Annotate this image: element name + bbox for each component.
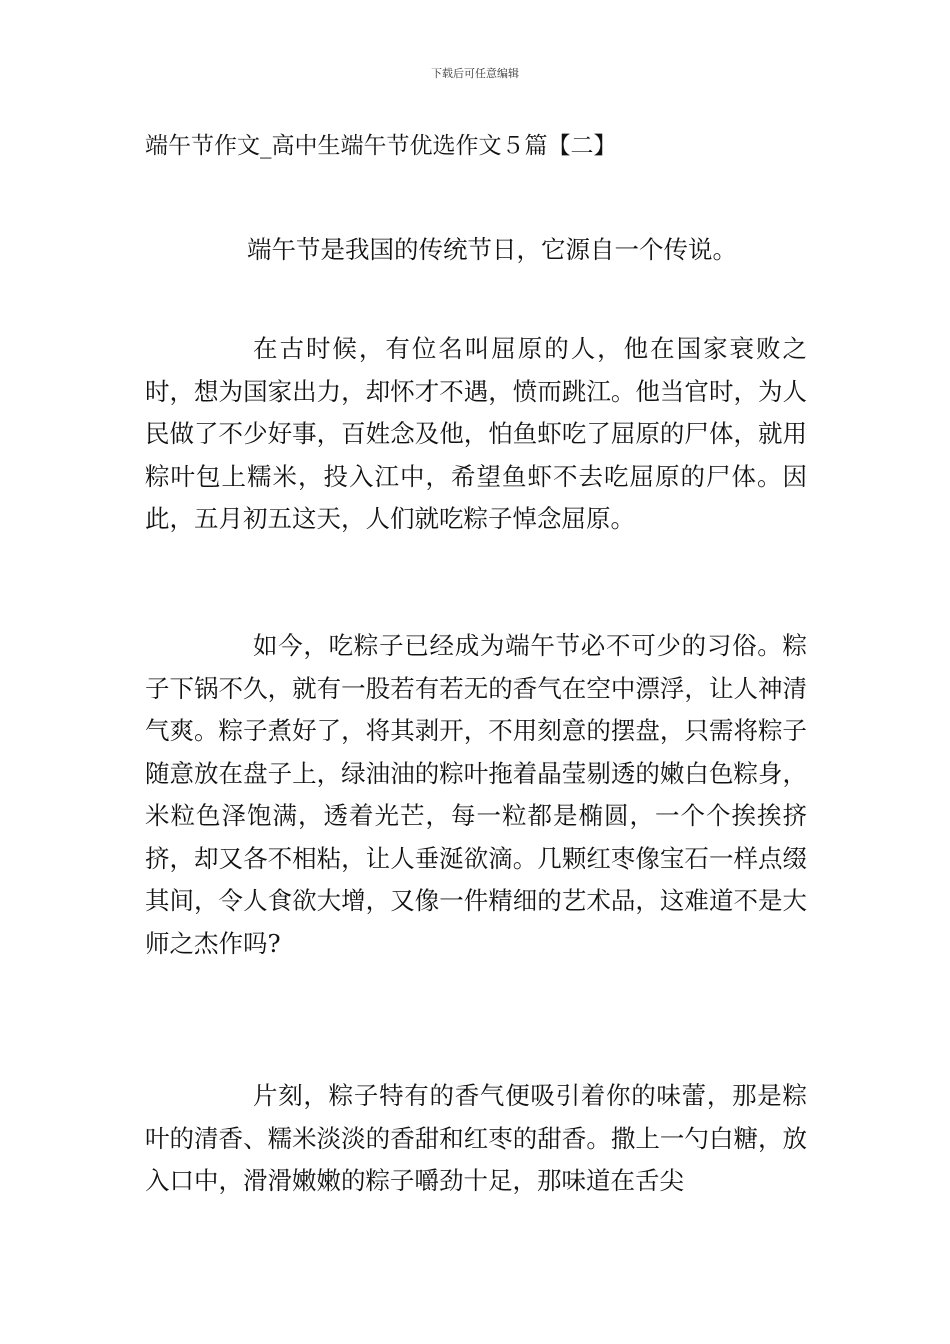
paragraph-2: 如今，吃粽子已经成为端午节必不可少的习俗。粽子下锅不久，就有一股若有若无的香气在空中漂浮，让人神清气爽。粽子煮好了，将其剥开，不用刻意的摆盘，只需将粽子随意放在盘子上，绿油油的粽叶拖着晶莹剔透的嫩白色粽身，米粒色泽饱满，透着光芒，每一粒都是椭圆，一个个挨挨挤挤，却又各不相粘，让人垂涎欲滴。几颗红枣像宝石一样点缀其间，令人食欲大增，又像一件精细的艺术品，这难道不是大师之杰作吗? [145, 631, 807, 958]
header-note: 下载后可任意编辑 [431, 67, 519, 80]
document-title: 端午节作文_高中生端午节优选作文５篇【二】 [145, 133, 617, 159]
paragraph-1: 在古时候，有位名叫屈原的人，他在国家衰败之时，想为国家出力，却怀才不遇，愤而跳江。他当官时，为人民做了不少好事，百姓念及他，怕鱼虾吃了屈原的尸体，就用粽叶包上糯米，投入江中，希望鱼虾不去吃屈原的尸体。因此，五月初五这天，人们就吃粽子悼念屈原。 [145, 334, 807, 533]
intro-sentence: 端午节是我国的传统节日，它源自一个传说。 [247, 235, 737, 264]
paragraph-3: 片刻，粽子特有的香气便吸引着你的味蕾，那是粽叶的清香、糯米淡淡的香甜和红枣的甜香。撒上一勺白糖，放入口中，滑滑嫩嫩的粽子嚼劲十足，那味道在舌尖 [145, 1081, 807, 1195]
